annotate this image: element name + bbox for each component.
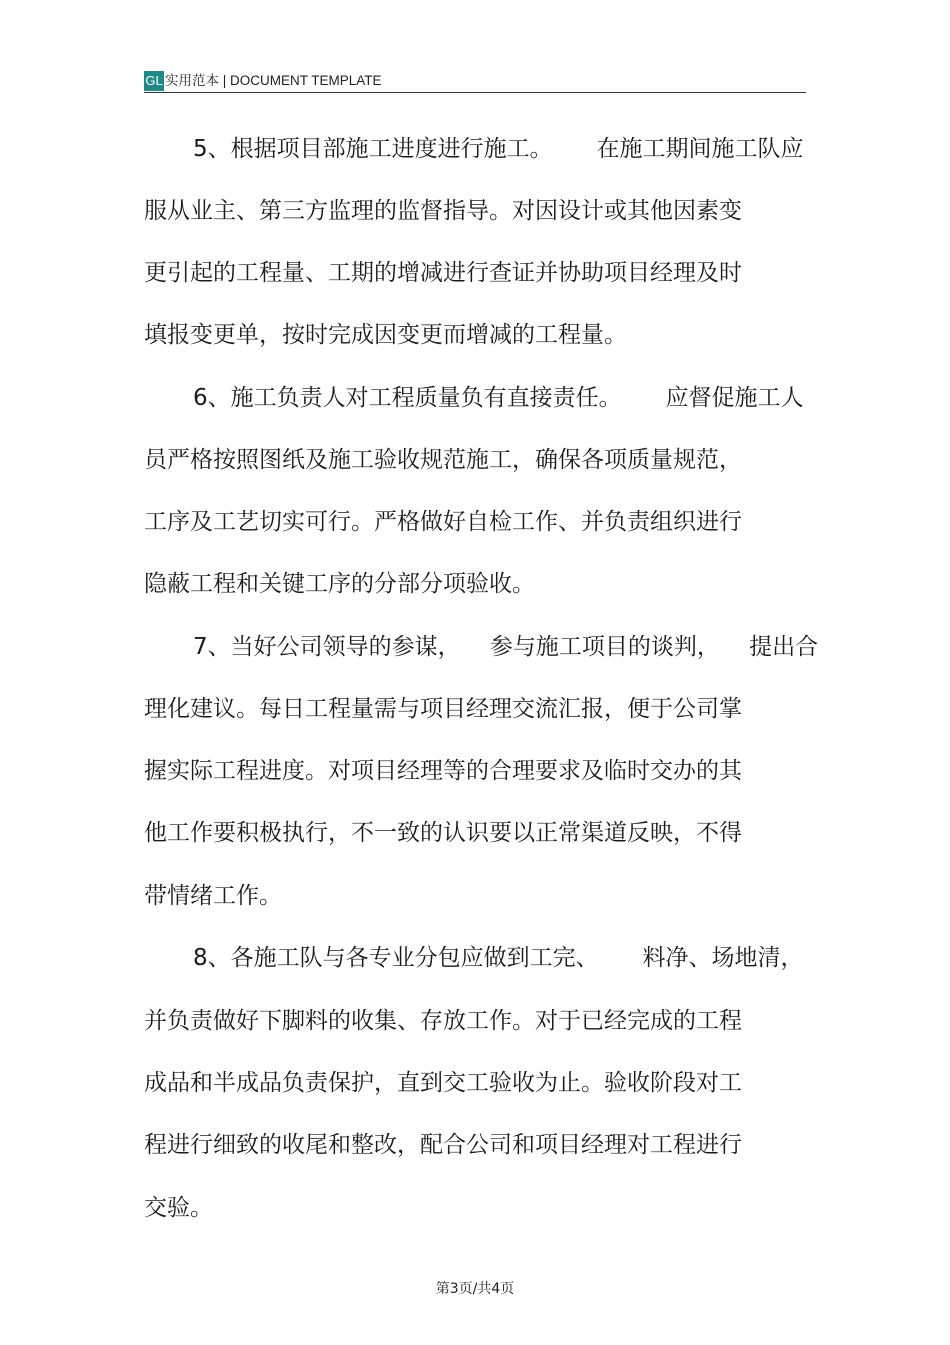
paragraph-6-line-2: 员严格按照图纸及施工验收规范施工，确保各项质量规范， xyxy=(144,447,742,473)
paragraph-8-line-2: 并负责做好下脚料的收集、存放工作。对于已经完成的工程 xyxy=(144,1008,742,1034)
header-title: 实用范本 | DOCUMENT TEMPLATE xyxy=(165,73,382,88)
paragraph-7-line-4: 他工作要积极执行，不一致的认识要以正常渠道反映，不得 xyxy=(144,820,742,846)
paragraph-6-line-1: 6、施工负责人对工程质量负有直接责任。 应督促施工人 xyxy=(193,385,804,411)
paragraph-7-line-5: 带情绪工作。 xyxy=(144,883,282,909)
paragraph-7-line-1: 7、当好公司领导的参谋， 参与施工项目的谈判， 提出合 xyxy=(193,634,819,660)
document-header xyxy=(144,70,806,93)
paragraph-8-line-1: 8、各施工队与各专业分包应做到工完、 料净、场地清， xyxy=(193,945,804,971)
page-number: 第3页/共4页 xyxy=(435,1281,515,1297)
paragraph-7-line-3: 握实际工程进度。对项目经理等的合理要求及临时交办的其 xyxy=(144,758,742,784)
paragraph-8-line-3: 成品和半成品负责保护，直到交工验收为止。验收阶段对工 xyxy=(144,1070,742,1096)
paragraph-7-line-2: 理化建议。每日工程量需与项目经理交流汇报，便于公司掌 xyxy=(144,696,742,722)
paragraph-8-line-5: 交验。 xyxy=(144,1195,213,1221)
paragraph-6-line-3: 工序及工艺切实可行。严格做好自检工作、并负责组织进行 xyxy=(144,509,742,535)
paragraph-5-line-3: 更引起的工程量、工期的增减进行查证并协助项目经理及时 xyxy=(144,260,742,286)
paragraph-8-line-4: 程进行细致的收尾和整改，配合公司和项目经理对工程进行 xyxy=(144,1132,742,1158)
gl-logo: GL xyxy=(144,71,164,91)
paragraph-5-line-4: 填报变更单，按时完成因变更而增减的工程量。 xyxy=(144,322,627,348)
paragraph-6-line-4: 隐蔽工程和关键工序的分部分项验收。 xyxy=(144,571,535,597)
paragraph-5-line-2: 服从业主、第三方监理的监督指导。对因设计或其他因素变 xyxy=(144,198,742,224)
paragraph-5-line-1: 5、根据项目部施工进度进行施工。 在施工期间施工队应 xyxy=(193,136,804,162)
